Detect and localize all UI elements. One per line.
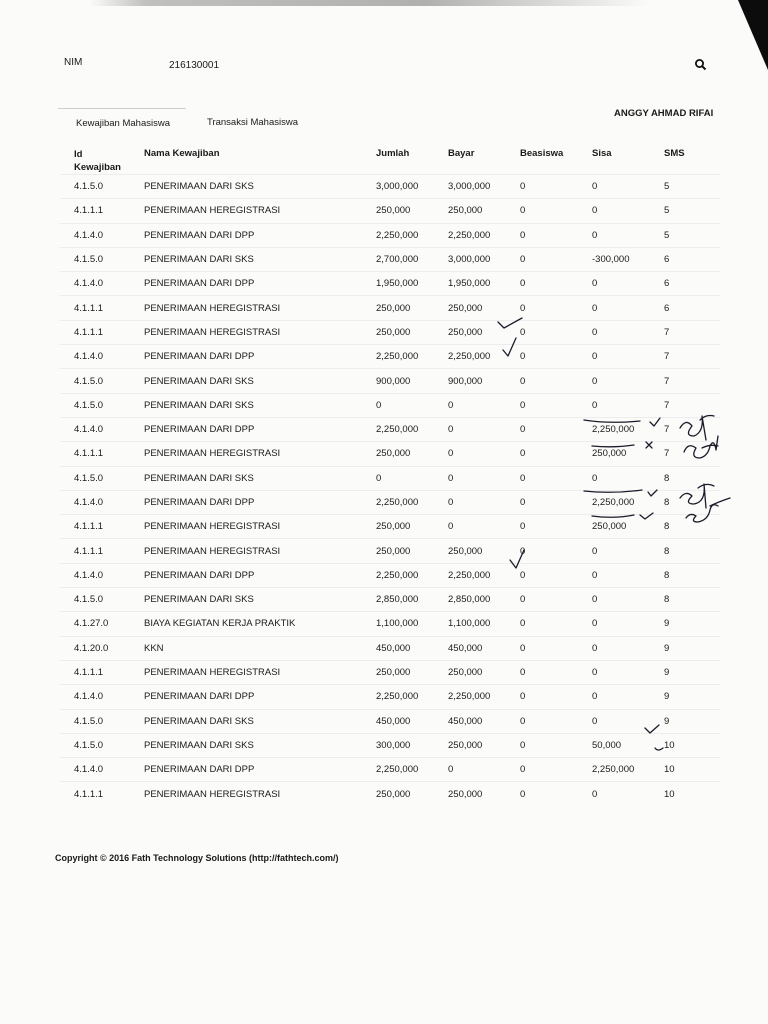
cell-nama: PENERIMAAN DARI SKS <box>130 733 362 757</box>
cell-beasiswa: 0 <box>506 709 578 733</box>
cell-sms: 9 <box>650 685 720 709</box>
cell-bayar: 2,250,000 <box>434 685 506 709</box>
cell-jumlah: 2,700,000 <box>362 247 434 271</box>
cell-id: 4.1.1.1 <box>60 320 130 344</box>
cell-sisa: 0 <box>578 175 650 199</box>
cell-bayar: 3,000,000 <box>434 175 506 199</box>
table-body <box>60 175 720 806</box>
cell-jumlah: 2,250,000 <box>362 685 434 709</box>
cell-bayar: 0 <box>434 515 506 539</box>
cell-bayar: 3,000,000 <box>434 247 506 271</box>
cell-bayar: 1,100,000 <box>434 612 506 636</box>
cell-sisa: 50,000 <box>578 733 650 757</box>
cell-nama: PENERIMAAN DARI SKS <box>130 369 362 393</box>
cell-sisa: 0 <box>578 272 650 296</box>
cell-id: 4.1.4.0 <box>60 685 130 709</box>
cell-id: 4.1.4.0 <box>60 223 130 247</box>
table-row <box>60 272 720 296</box>
cell-sms: 7 <box>650 369 720 393</box>
column-header-jumlah: Jumlah <box>376 148 410 159</box>
cell-jumlah: 0 <box>362 393 434 417</box>
cell-nama: PENERIMAAN DARI DPP <box>130 490 362 514</box>
tab-transaksi-mahasiswa[interactable]: Transaksi Mahasiswa <box>207 117 298 128</box>
cell-jumlah: 300,000 <box>362 733 434 757</box>
cell-jumlah: 250,000 <box>362 442 434 466</box>
cell-sms: 5 <box>650 223 720 247</box>
cell-sms: 5 <box>650 199 720 223</box>
cell-beasiswa: 0 <box>506 685 578 709</box>
cell-beasiswa: 0 <box>506 223 578 247</box>
cell-beasiswa: 0 <box>506 369 578 393</box>
cell-nama: PENERIMAAN DARI SKS <box>130 393 362 417</box>
cell-sisa: 0 <box>578 709 650 733</box>
cell-bayar: 0 <box>434 417 506 441</box>
search-icon[interactable] <box>694 58 708 72</box>
cell-jumlah: 450,000 <box>362 709 434 733</box>
table-row <box>60 345 720 369</box>
cell-nama: PENERIMAAN DARI DPP <box>130 563 362 587</box>
cell-beasiswa: 0 <box>506 296 578 320</box>
cell-jumlah: 2,250,000 <box>362 223 434 247</box>
cell-sisa: 0 <box>578 393 650 417</box>
cell-jumlah: 0 <box>362 466 434 490</box>
table-row <box>60 588 720 612</box>
cell-beasiswa: 0 <box>506 588 578 612</box>
cell-id: 4.1.5.0 <box>60 588 130 612</box>
cell-nama: PENERIMAAN HEREGISTRASI <box>130 442 362 466</box>
table-row <box>60 223 720 247</box>
cell-nama: PENERIMAAN DARI DPP <box>130 417 362 441</box>
table-row <box>60 369 720 393</box>
table-row <box>60 636 720 660</box>
cell-id: 4.1.5.0 <box>60 369 130 393</box>
cell-id: 4.1.1.1 <box>60 660 130 684</box>
cell-sisa: 2,250,000 <box>578 758 650 782</box>
cell-bayar: 2,850,000 <box>434 588 506 612</box>
cell-jumlah: 450,000 <box>362 636 434 660</box>
cell-bayar: 2,250,000 <box>434 223 506 247</box>
cell-bayar: 900,000 <box>434 369 506 393</box>
cell-bayar: 0 <box>434 442 506 466</box>
table-row <box>60 539 720 563</box>
cell-id: 4.1.5.0 <box>60 175 130 199</box>
cell-beasiswa: 0 <box>506 660 578 684</box>
cell-sisa: 0 <box>578 466 650 490</box>
cell-nama: BIAYA KEGIATAN KERJA PRAKTIK <box>130 612 362 636</box>
cell-sms: 10 <box>650 733 720 757</box>
cell-nama: PENERIMAAN DARI SKS <box>130 466 362 490</box>
cell-sisa: 2,250,000 <box>578 417 650 441</box>
cell-id: 4.1.4.0 <box>60 272 130 296</box>
cell-id: 4.1.1.1 <box>60 782 130 806</box>
cell-sms: 7 <box>650 417 720 441</box>
cell-sisa: 0 <box>578 345 650 369</box>
cell-beasiswa: 0 <box>506 539 578 563</box>
cell-nama: PENERIMAAN DARI DPP <box>130 272 362 296</box>
cell-sisa: 0 <box>578 223 650 247</box>
cell-sms: 8 <box>650 515 720 539</box>
cell-id: 4.1.27.0 <box>60 612 130 636</box>
cell-bayar: 2,250,000 <box>434 563 506 587</box>
cell-jumlah: 2,250,000 <box>362 490 434 514</box>
table-row <box>60 320 720 344</box>
table-row <box>60 175 720 199</box>
cell-sms: 9 <box>650 709 720 733</box>
table-row <box>60 685 720 709</box>
cell-sisa: 250,000 <box>578 442 650 466</box>
cell-sms: 5 <box>650 175 720 199</box>
column-header-nama: Nama Kewajiban <box>144 148 220 159</box>
cell-jumlah: 250,000 <box>362 199 434 223</box>
cell-id: 4.1.4.0 <box>60 758 130 782</box>
cell-sms: 7 <box>650 320 720 344</box>
cell-nama: PENERIMAAN HEREGISTRASI <box>130 539 362 563</box>
tab-kewajiban-mahasiswa[interactable]: Kewajiban Mahasiswa <box>76 118 170 129</box>
cell-beasiswa: 0 <box>506 515 578 539</box>
cell-jumlah: 250,000 <box>362 296 434 320</box>
cell-beasiswa: 0 <box>506 466 578 490</box>
cell-beasiswa: 0 <box>506 393 578 417</box>
cell-sms: 7 <box>650 345 720 369</box>
cell-nama: PENERIMAAN DARI SKS <box>130 709 362 733</box>
cell-sms: 8 <box>650 588 720 612</box>
cell-id: 4.1.1.1 <box>60 442 130 466</box>
nim-value: 216130001 <box>169 60 220 71</box>
cell-beasiswa: 0 <box>506 247 578 271</box>
table-row <box>60 709 720 733</box>
table-header-row <box>60 142 720 175</box>
cell-sms: 8 <box>650 539 720 563</box>
cell-sisa: 0 <box>578 296 650 320</box>
cell-sms: 6 <box>650 296 720 320</box>
cell-sms: 6 <box>650 247 720 271</box>
cell-sisa: 0 <box>578 539 650 563</box>
cell-bayar: 250,000 <box>434 539 506 563</box>
cell-nama: PENERIMAAN DARI DPP <box>130 223 362 247</box>
cell-sisa: 2,250,000 <box>578 490 650 514</box>
cell-sisa: 0 <box>578 199 650 223</box>
tab-underline <box>58 108 186 109</box>
table-row <box>60 782 720 806</box>
cell-id: 4.1.5.0 <box>60 709 130 733</box>
column-header-bayar: Bayar <box>448 148 475 159</box>
column-header-beasiswa: Beasiswa <box>520 148 564 159</box>
cell-beasiswa: 0 <box>506 442 578 466</box>
cell-nama: PENERIMAAN HEREGISTRASI <box>130 320 362 344</box>
cell-nama: PENERIMAAN DARI SKS <box>130 247 362 271</box>
cell-nama: PENERIMAAN DARI DPP <box>130 685 362 709</box>
cell-jumlah: 2,250,000 <box>362 417 434 441</box>
cell-bayar: 1,950,000 <box>434 272 506 296</box>
cell-id: 4.1.1.1 <box>60 515 130 539</box>
cell-jumlah: 3,000,000 <box>362 175 434 199</box>
table-row <box>60 442 720 466</box>
cell-jumlah: 2,850,000 <box>362 588 434 612</box>
cell-sisa: 0 <box>578 782 650 806</box>
cell-sms: 9 <box>650 636 720 660</box>
table-row <box>60 466 720 490</box>
cell-beasiswa: 0 <box>506 490 578 514</box>
cell-id: 4.1.1.1 <box>60 199 130 223</box>
student-name: ANGGY AHMAD RIFAI <box>614 108 714 119</box>
cell-sisa: 0 <box>578 636 650 660</box>
cell-sisa: 250,000 <box>578 515 650 539</box>
cell-sisa: -300,000 <box>578 247 650 271</box>
cell-sisa: 0 <box>578 685 650 709</box>
table-row <box>60 490 720 514</box>
nim-label: NIM <box>64 57 83 68</box>
cell-nama: PENERIMAAN HEREGISTRASI <box>130 199 362 223</box>
cell-jumlah: 250,000 <box>362 320 434 344</box>
cell-id: 4.1.5.0 <box>60 393 130 417</box>
scan-top-edge <box>90 0 650 6</box>
table-row <box>60 612 720 636</box>
cell-beasiswa: 0 <box>506 782 578 806</box>
cell-sms: 10 <box>650 782 720 806</box>
cell-sms: 9 <box>650 612 720 636</box>
cell-sisa: 0 <box>578 563 650 587</box>
cell-beasiswa: 0 <box>506 563 578 587</box>
cell-id: 4.1.4.0 <box>60 417 130 441</box>
cell-id: 4.1.20.0 <box>60 636 130 660</box>
cell-jumlah: 250,000 <box>362 515 434 539</box>
cell-id: 4.1.1.1 <box>60 539 130 563</box>
table-row <box>60 393 720 417</box>
cell-nama: PENERIMAAN HEREGISTRASI <box>130 296 362 320</box>
cell-sisa: 0 <box>578 588 650 612</box>
cell-beasiswa: 0 <box>506 612 578 636</box>
table-row <box>60 733 720 757</box>
table-row <box>60 515 720 539</box>
cell-bayar: 250,000 <box>434 199 506 223</box>
cell-id: 4.1.1.1 <box>60 296 130 320</box>
cell-bayar: 450,000 <box>434 636 506 660</box>
cell-bayar: 250,000 <box>434 782 506 806</box>
cell-jumlah: 2,250,000 <box>362 563 434 587</box>
cell-sms: 9 <box>650 660 720 684</box>
cell-sms: 8 <box>650 466 720 490</box>
cell-bayar: 250,000 <box>434 296 506 320</box>
cell-nama: KKN <box>130 636 362 660</box>
cell-nama: PENERIMAAN HEREGISTRASI <box>130 660 362 684</box>
cell-id: 4.1.4.0 <box>60 490 130 514</box>
cell-bayar: 250,000 <box>434 320 506 344</box>
table-row <box>60 296 720 320</box>
cell-sms: 8 <box>650 490 720 514</box>
cell-sisa: 0 <box>578 369 650 393</box>
column-header-sisa: Sisa <box>592 148 612 159</box>
cell-sms: 7 <box>650 442 720 466</box>
cell-beasiswa: 0 <box>506 320 578 344</box>
cell-beasiswa: 0 <box>506 199 578 223</box>
table-row <box>60 247 720 271</box>
cell-bayar: 0 <box>434 466 506 490</box>
cell-beasiswa: 0 <box>506 636 578 660</box>
cell-bayar: 250,000 <box>434 660 506 684</box>
table-row <box>60 417 720 441</box>
cell-beasiswa: 0 <box>506 733 578 757</box>
table-row <box>60 660 720 684</box>
kewajiban-table <box>60 142 720 806</box>
cell-beasiswa: 0 <box>506 758 578 782</box>
cell-sms: 6 <box>650 272 720 296</box>
cell-bayar: 250,000 <box>434 733 506 757</box>
cell-bayar: 2,250,000 <box>434 345 506 369</box>
cell-sms: 8 <box>650 563 720 587</box>
cell-sms: 10 <box>650 758 720 782</box>
cell-sms: 7 <box>650 393 720 417</box>
table-row <box>60 563 720 587</box>
cell-bayar: 0 <box>434 393 506 417</box>
cell-nama: PENERIMAAN HEREGISTRASI <box>130 515 362 539</box>
cell-beasiswa: 0 <box>506 175 578 199</box>
cell-nama: PENERIMAAN DARI DPP <box>130 758 362 782</box>
cell-nama: PENERIMAAN DARI SKS <box>130 175 362 199</box>
cell-bayar: 0 <box>434 490 506 514</box>
copyright-footer: Copyright © 2016 Fath Technology Solutions (http://fathtech.com/) <box>55 853 339 863</box>
table-row <box>60 758 720 782</box>
cell-sisa: 0 <box>578 320 650 344</box>
cell-bayar: 0 <box>434 758 506 782</box>
cell-beasiswa: 0 <box>506 272 578 296</box>
cell-id: 4.1.4.0 <box>60 345 130 369</box>
cell-id: 4.1.5.0 <box>60 247 130 271</box>
cell-sisa: 0 <box>578 612 650 636</box>
cell-jumlah: 250,000 <box>362 539 434 563</box>
column-header-sms: SMS <box>664 148 685 159</box>
cell-bayar: 450,000 <box>434 709 506 733</box>
column-header-id: Id Kewajiban <box>74 149 121 173</box>
cell-id: 4.1.4.0 <box>60 563 130 587</box>
cell-jumlah: 900,000 <box>362 369 434 393</box>
cell-sisa: 0 <box>578 660 650 684</box>
cell-jumlah: 250,000 <box>362 660 434 684</box>
cell-jumlah: 1,950,000 <box>362 272 434 296</box>
scan-corner-shadow <box>738 0 768 70</box>
cell-beasiswa: 0 <box>506 417 578 441</box>
cell-jumlah: 2,250,000 <box>362 345 434 369</box>
cell-jumlah: 250,000 <box>362 782 434 806</box>
cell-jumlah: 2,250,000 <box>362 758 434 782</box>
table-row <box>60 199 720 223</box>
cell-id: 4.1.5.0 <box>60 733 130 757</box>
cell-beasiswa: 0 <box>506 345 578 369</box>
cell-id: 4.1.5.0 <box>60 466 130 490</box>
cell-jumlah: 1,100,000 <box>362 612 434 636</box>
cell-nama: PENERIMAAN HEREGISTRASI <box>130 782 362 806</box>
cell-nama: PENERIMAAN DARI SKS <box>130 588 362 612</box>
cell-nama: PENERIMAAN DARI DPP <box>130 345 362 369</box>
